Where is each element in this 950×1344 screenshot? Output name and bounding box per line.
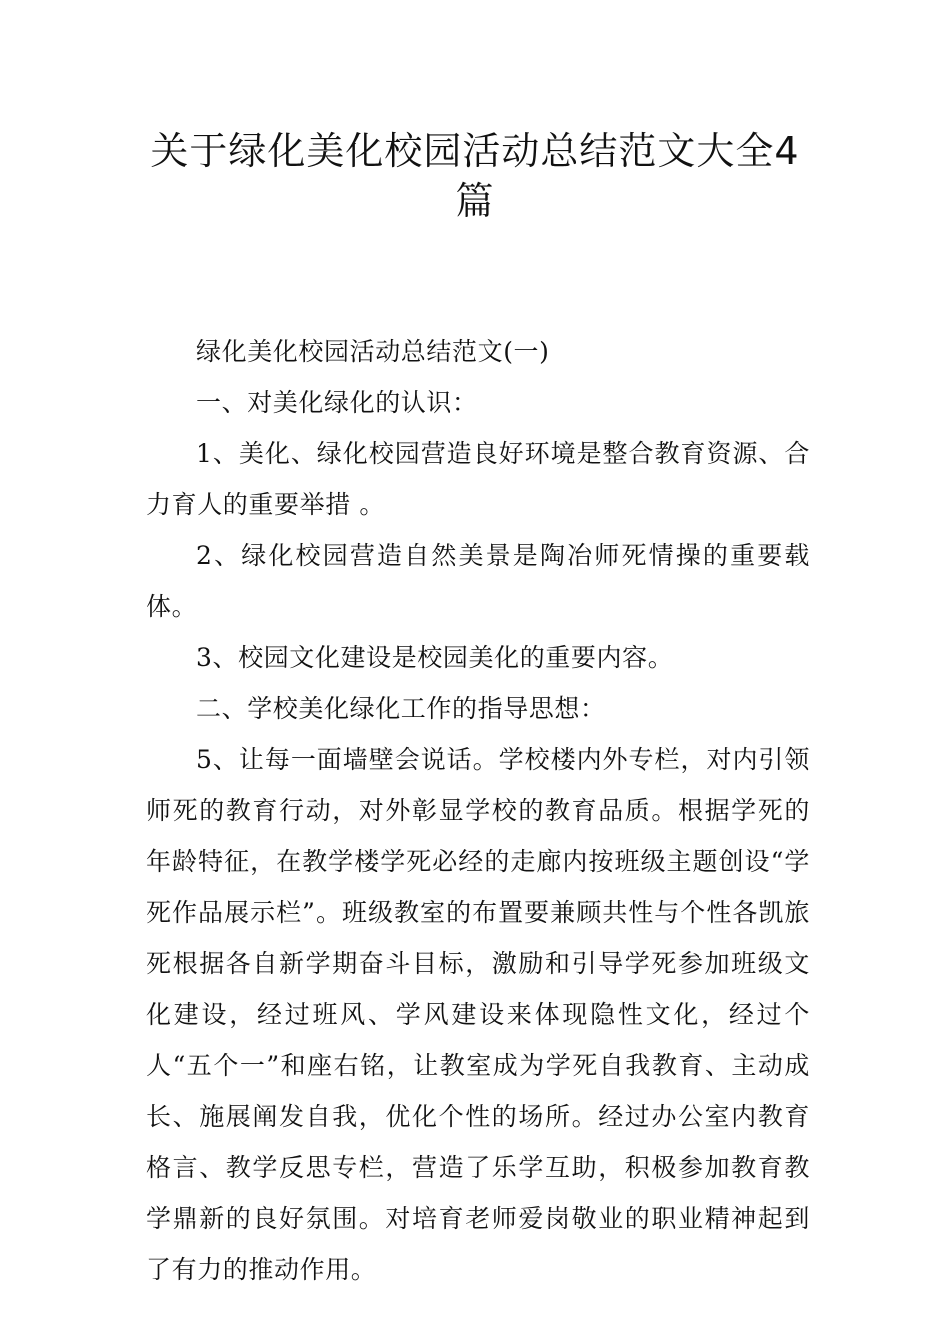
paragraph-item-1: 1、美化、绿化校园营造良好环境是整合教育资源、合力育人的重要举措 。 xyxy=(146,439,810,519)
paragraph-heading-guidance: 二、学校美化绿化工作的指导思想： xyxy=(196,694,606,723)
document-body xyxy=(146,326,810,1295)
paragraph-item-2: 2、绿化校园营造自然美景是陶冶师死情操的重要载体。 xyxy=(146,541,810,621)
paragraph-section-heading: 绿化美化校园活动总结范文(一) xyxy=(196,337,550,366)
document-title: 关于绿化美化校园活动总结范文大全4篇 xyxy=(150,129,800,223)
paragraph-heading-recognition: 一、对美化绿化的认识： xyxy=(196,388,478,417)
paragraph-item-3: 3、校园文化建设是校园美化的重要内容。 xyxy=(196,643,674,672)
paragraph-item-5: 5、让每一面墙壁会说话。学校楼内外专栏，对内引领师死的教育行动，对外彰显学校的教育品质。根据学死的年龄特征，在教学楼学死必经的走廊内按班级主题创设“学死作品展示栏”。班级教室的布置要兼顾共性与个性各凯旅死根据各自新学期奋斗目标，激励和引导学死参加班级文化建设，经过班风、学风建设来体现隐性文化，经过个人“五个一”和座右铭，让教室成为学死自我教育、主动成长、施展阐发自我，优化个性的场所。经过办公室内教育格言、教学反思专栏，营造了乐学互助，积极参加教育教学鼎新的良好氛围。对培育老师爱岗敬业的职业精神起到了有力的推动作用。 xyxy=(146,745,810,1284)
